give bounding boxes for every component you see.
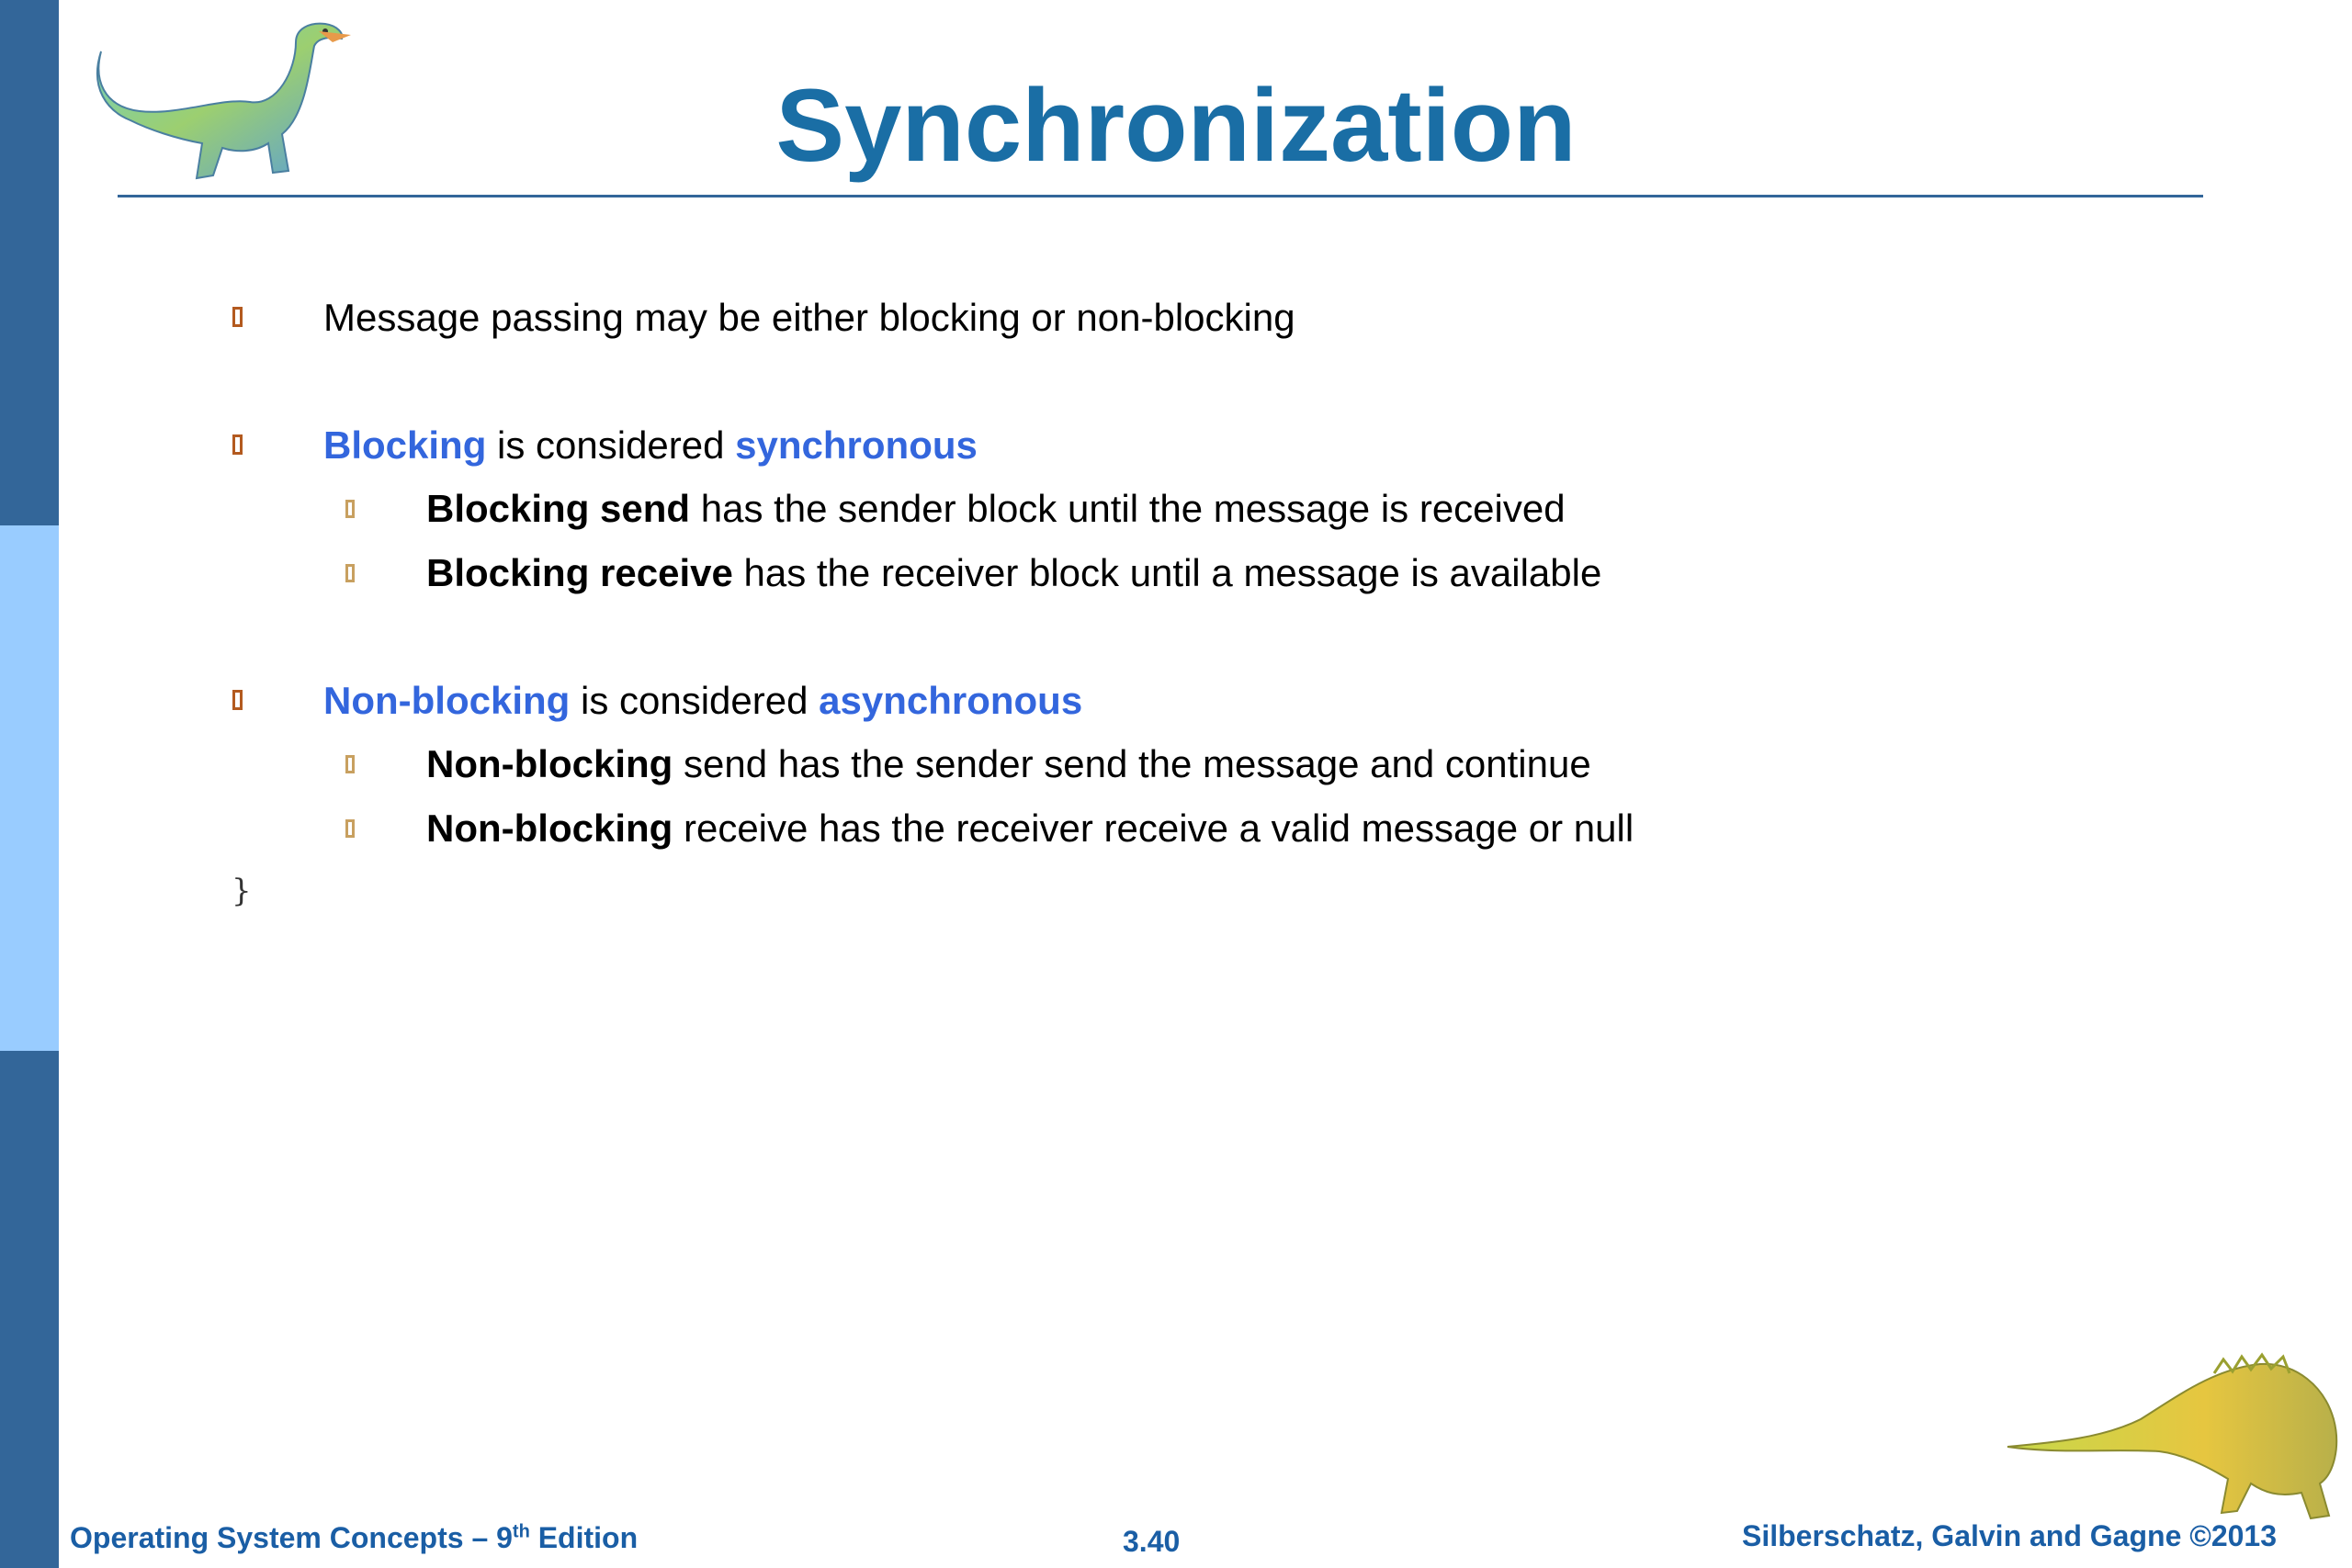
bullet-blocking xyxy=(323,423,978,468)
bullet-marker-icon xyxy=(232,307,243,327)
bullet-message-passing xyxy=(323,296,1295,340)
sub-bullet-blocking-send xyxy=(426,487,1566,531)
slide-title: Synchronization xyxy=(775,68,1577,183)
keyword-asynchronous: asynchronous xyxy=(819,679,1083,722)
bullet-text: is considered xyxy=(486,423,736,467)
sub-bullet-marker-icon xyxy=(345,564,355,582)
sub-bullet-blocking-receive xyxy=(426,551,1601,595)
term-blocking-receive: Blocking receive xyxy=(426,551,733,594)
footer-book-title-text: Operating System Concepts – 9 xyxy=(70,1521,513,1554)
keyword-blocking: Blocking xyxy=(323,423,487,467)
bullet-marker-icon xyxy=(232,434,243,455)
footer-authors: Silberschatz, Galvin and Gagne ©2013 xyxy=(1742,1519,2278,1552)
bullet-marker-icon xyxy=(232,690,243,710)
footer-book-title xyxy=(70,1521,638,1555)
bullet-text: has the receiver block until a message is available xyxy=(732,551,1602,594)
left-sidebar-stripe xyxy=(0,0,59,1568)
term-non-blocking: Non-blocking xyxy=(426,742,673,785)
bullet-text: receive has the receiver receive a valid message or null xyxy=(673,807,1634,850)
footer-page-number: 3.40 xyxy=(1123,1525,1181,1558)
sidebar-highlight-band xyxy=(0,525,59,1051)
bullet-text: is considered xyxy=(570,679,820,722)
bullet-text: Message passing may be either blocking or non-blocking xyxy=(323,296,1295,339)
keyword-non-blocking: Non-blocking xyxy=(323,679,571,722)
footer-edition-superscript: th xyxy=(512,1521,530,1542)
sub-bullet-marker-icon xyxy=(345,819,355,838)
title-underline xyxy=(118,195,2203,197)
footer-edition-text: Edition xyxy=(529,1521,639,1554)
bullet-non-blocking xyxy=(323,679,1082,723)
bullet-text: has the sender block until the message is received xyxy=(690,487,1566,530)
term-non-blocking: Non-blocking xyxy=(426,807,673,850)
keyword-synchronous: synchronous xyxy=(735,423,978,467)
stray-brace-glyph: } xyxy=(232,873,252,909)
sub-bullet-non-blocking-send xyxy=(426,742,1591,786)
term-blocking-send: Blocking send xyxy=(426,487,691,530)
sub-bullet-marker-icon xyxy=(345,500,355,518)
sub-bullet-marker-icon xyxy=(345,755,355,773)
sub-bullet-non-blocking-receive xyxy=(426,807,1634,851)
bullet-text: send has the sender send the message and continue xyxy=(673,742,1591,785)
dinosaur-logo-bottom xyxy=(2003,1346,2352,1529)
